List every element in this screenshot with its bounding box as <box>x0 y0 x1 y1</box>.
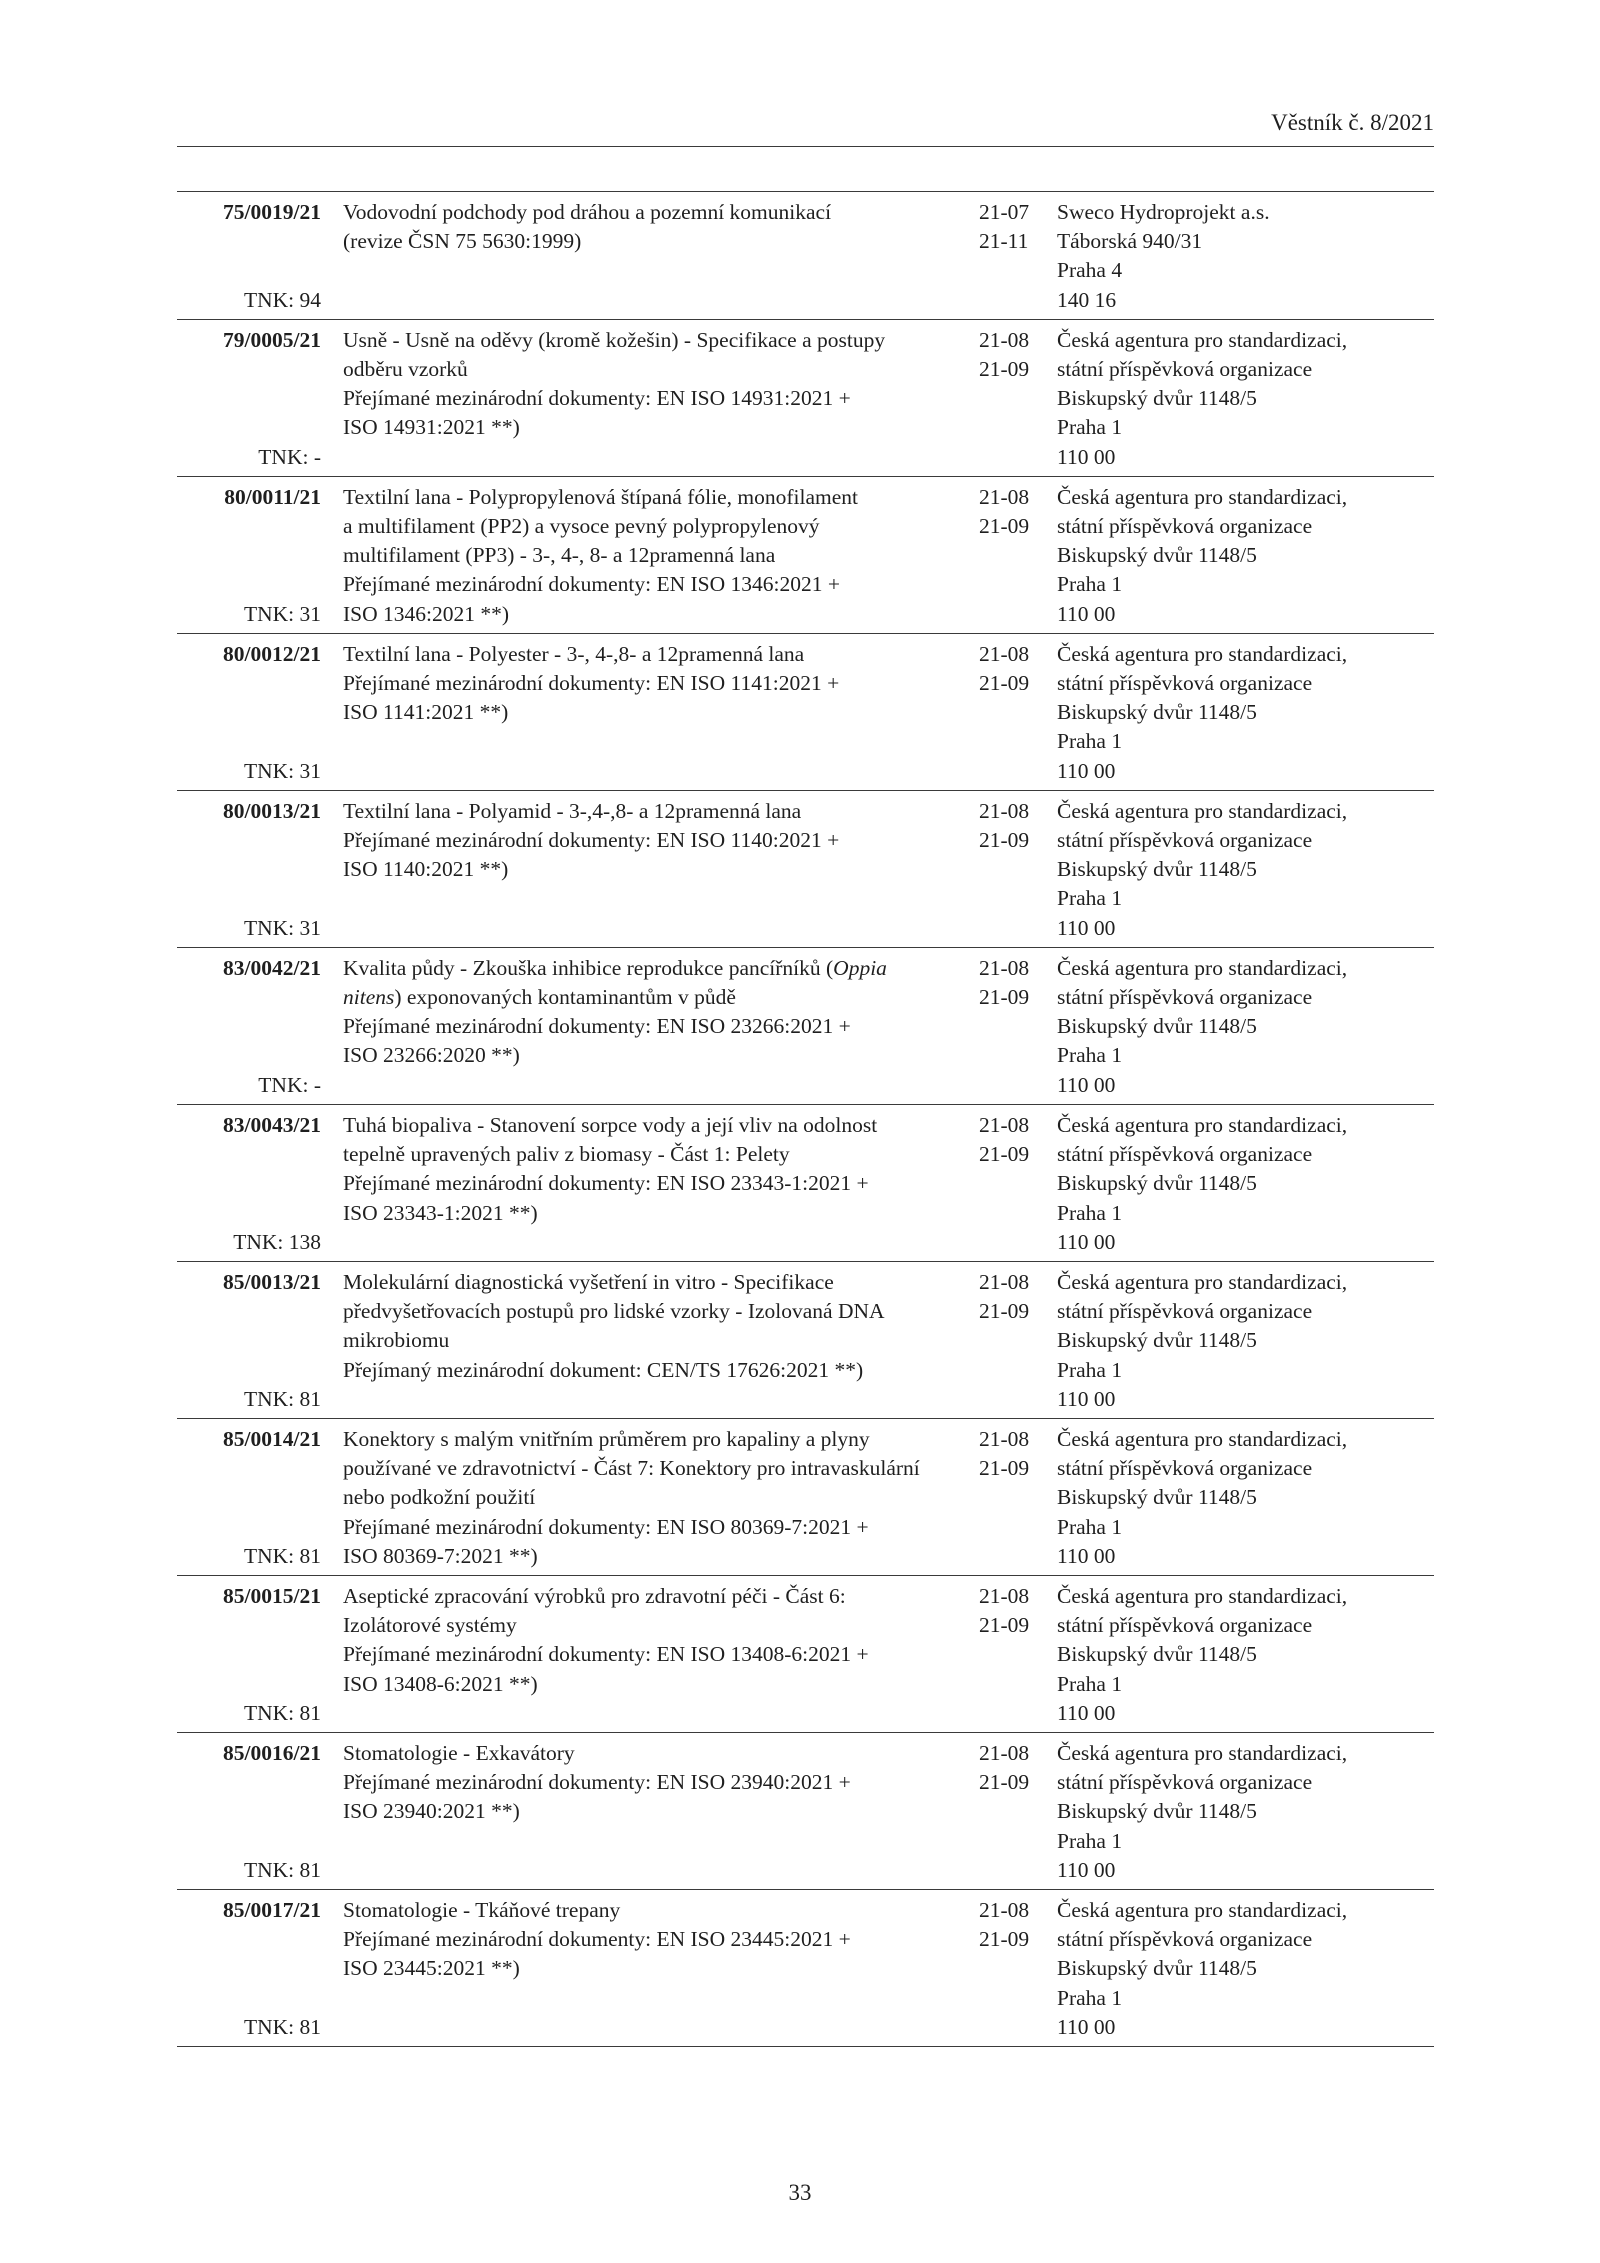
tnk-label: TNK: 81 <box>243 1386 321 1411</box>
tnk-label: TNK: 81 <box>243 2014 321 2039</box>
address-line: státní příspěvková organizace <box>1057 1770 1313 1795</box>
page-header-title: Věstník č. 8/2021 <box>1271 110 1434 135</box>
address-line: Biskupský dvůr 1148/5 <box>1057 1171 1257 1196</box>
date-value: 21-11 <box>979 229 1029 254</box>
address-line: státní příspěvková organizace <box>1057 1927 1313 1952</box>
processor-address-cell <box>1057 198 1434 315</box>
address-line: Biskupský dvůr 1148/5 <box>1057 857 1257 882</box>
tnk-label: TNK: 81 <box>243 1857 321 1882</box>
title-line: Přejímané mezinárodní dokumenty: EN ISO 1141:2021 + <box>343 671 840 696</box>
title-line: a multifilament (PP2) a vysoce pevný polypropylenový <box>343 514 820 539</box>
title-line: nitens) exponovaných kontaminantům v půdě <box>343 985 736 1010</box>
dates-cell <box>963 797 1043 943</box>
date-value: 21-07 <box>979 200 1030 224</box>
row-id-cell <box>177 954 321 1100</box>
dates-cell <box>963 640 1043 786</box>
title-line: ISO 1140:2021 **) <box>343 857 509 882</box>
title-line: mikrobiomu <box>343 1328 450 1353</box>
title-line: ISO 1346:2021 **) <box>343 601 510 626</box>
standard-title-cell <box>343 1111 951 1257</box>
project-number: 85/0015/21 <box>223 1583 321 1608</box>
processor-address-cell <box>1057 1739 1434 1885</box>
title-line: Kvalita půdy - Zkouška inhibice reprodukce pancířníků (Oppia <box>343 955 887 980</box>
processor-address-cell <box>1057 797 1434 943</box>
standard-title-cell <box>343 326 951 472</box>
tnk-label: TNK: - <box>258 444 321 469</box>
table-row <box>177 1576 1434 1733</box>
date-value: 21-08 <box>979 327 1030 352</box>
standard-title-cell <box>343 483 951 629</box>
address-line: 110 00 <box>1057 1857 1116 1882</box>
row-id-cell <box>177 1111 321 1257</box>
address-line: Praha 1 <box>1057 1985 1123 2010</box>
dates-cell <box>963 483 1043 629</box>
date-value: 21-09 <box>979 985 1030 1010</box>
address-line: státní příspěvková organizace <box>1057 1613 1313 1638</box>
address-line: 110 00 <box>1057 1543 1116 1568</box>
title-line: Přejímané mezinárodní dokumenty: EN ISO 1140:2021 + <box>343 828 840 853</box>
dates-cell <box>963 198 1043 315</box>
dates-cell <box>963 1111 1043 1257</box>
address-line: Praha 1 <box>1057 886 1123 911</box>
processor-address-cell <box>1057 483 1434 629</box>
dates-cell <box>963 1268 1043 1414</box>
address-line: Česká agentura pro standardizaci, <box>1057 1269 1348 1294</box>
standard-title-cell <box>343 1425 951 1571</box>
standard-title-cell <box>343 954 951 1100</box>
title-line: ISO 14931:2021 **) <box>343 415 520 440</box>
title-line: multifilament (PP3) - 3-, 4-, 8- a 12pramenná lana <box>343 543 776 568</box>
row-id-cell <box>177 1268 321 1414</box>
tnk-label: TNK: 81 <box>243 1700 321 1725</box>
table-row <box>177 1890 1434 2047</box>
address-line: Táborská 940/31 <box>1057 229 1203 254</box>
title-line: Izolátorové systémy <box>343 1613 517 1638</box>
date-value: 21-09 <box>979 1142 1030 1167</box>
address-line: Česká agentura pro standardizaci, <box>1057 1740 1348 1765</box>
processor-address-cell <box>1057 954 1434 1100</box>
table-row <box>177 192 1434 320</box>
title-line: Přejímané mezinárodní dokumenty: EN ISO 1346:2021 + <box>343 572 840 597</box>
address-line: státní příspěvková organizace <box>1057 1299 1313 1324</box>
date-value: 21-08 <box>979 641 1030 666</box>
dates-cell <box>963 1739 1043 1885</box>
address-line: 110 00 <box>1057 758 1116 783</box>
standards-table <box>177 191 1434 2047</box>
address-line: Praha 1 <box>1057 1043 1123 1068</box>
title-line: Přejímané mezinárodní dokumenty: EN ISO 23445:2021 + <box>343 1927 851 1952</box>
project-number: 85/0013/21 <box>223 1269 321 1294</box>
tnk-label: TNK: 94 <box>243 287 321 312</box>
title-line: ISO 23343-1:2021 **) <box>343 1200 538 1225</box>
address-line: Česká agentura pro standardizaci, <box>1057 641 1348 666</box>
title-line: Přejímaný mezinárodní dokument: CEN/TS 17626:2021 **) <box>343 1357 864 1382</box>
address-line: Biskupský dvůr 1148/5 <box>1057 1328 1257 1353</box>
species-name: nitens <box>343 985 395 1010</box>
title-line: Přejímané mezinárodní dokumenty: EN ISO 23266:2021 + <box>343 1014 851 1039</box>
address-line: Biskupský dvůr 1148/5 <box>1057 1485 1257 1510</box>
date-value: 21-09 <box>979 1770 1030 1795</box>
processor-address-cell <box>1057 326 1434 472</box>
title-line: Tuhá biopaliva - Stanovení sorpce vody a její vliv na odolnost <box>343 1112 878 1137</box>
title-line: ISO 23940:2021 **) <box>343 1799 520 1824</box>
address-line: Praha 4 <box>1057 258 1123 283</box>
date-value: 21-09 <box>979 1927 1030 1952</box>
row-id-cell <box>177 1739 321 1885</box>
title-line: (revize ČSN 75 5630:1999) <box>343 229 582 254</box>
standard-title-cell <box>343 1268 951 1414</box>
processor-address-cell <box>1057 640 1434 786</box>
address-line: Praha 1 <box>1057 1514 1123 1539</box>
title-line: tepelně upravených paliv z biomasy - Část 1: Pelety <box>343 1142 790 1167</box>
standard-title-cell <box>343 198 951 315</box>
table-row <box>177 1419 1434 1576</box>
address-line: Praha 1 <box>1057 1828 1123 1853</box>
title-line: nebo podkožní použití <box>343 1485 536 1510</box>
project-number: 83/0043/21 <box>223 1112 321 1137</box>
date-value: 21-08 <box>979 1740 1030 1765</box>
address-line: Česká agentura pro standardizaci, <box>1057 955 1348 980</box>
standard-title-cell <box>343 1582 951 1728</box>
title-line: Přejímané mezinárodní dokumenty: EN ISO 80369-7:2021 + <box>343 1514 869 1539</box>
row-id-cell <box>177 797 321 943</box>
date-value: 21-09 <box>979 671 1030 696</box>
address-line: Česká agentura pro standardizaci, <box>1057 484 1348 509</box>
address-line: Praha 1 <box>1057 1357 1123 1382</box>
address-line: Česká agentura pro standardizaci, <box>1057 798 1348 823</box>
address-line: 110 00 <box>1057 915 1116 940</box>
address-line: Biskupský dvůr 1148/5 <box>1057 386 1257 411</box>
date-value: 21-09 <box>979 1456 1030 1481</box>
page-number: 33 <box>788 2180 812 2205</box>
address-line: Praha 1 <box>1057 572 1123 597</box>
title-line: ISO 1141:2021 **) <box>343 700 509 725</box>
row-id-cell <box>177 1582 321 1728</box>
title-line: Usně - Usně na oděvy (kromě kožešin) - Specifikace a postupy <box>343 327 886 352</box>
date-value: 21-08 <box>979 1583 1030 1608</box>
dates-cell <box>963 326 1043 472</box>
address-line: státní příspěvková organizace <box>1057 985 1313 1010</box>
project-number: 83/0042/21 <box>223 955 321 980</box>
table-row <box>177 1733 1434 1890</box>
title-line: ISO 13408-6:2021 **) <box>343 1671 538 1696</box>
table-row <box>177 1105 1434 1262</box>
date-value: 21-08 <box>979 1112 1030 1137</box>
title-line: Textilní lana - Polyester - 3-, 4-,8- a 12pramenná lana <box>343 641 805 666</box>
dates-cell <box>963 954 1043 1100</box>
date-value: 21-09 <box>979 1613 1030 1638</box>
address-line: 110 00 <box>1057 601 1116 626</box>
date-value: 21-08 <box>979 1269 1030 1294</box>
title-line: Přejímané mezinárodní dokumenty: EN ISO 14931:2021 + <box>343 386 851 411</box>
address-line: Česká agentura pro standardizaci, <box>1057 1583 1348 1608</box>
title-line: Stomatologie - Tkáňové trepany <box>343 1897 621 1922</box>
address-line: 140 16 <box>1057 287 1117 312</box>
row-id-cell <box>177 640 321 786</box>
standard-title-cell <box>343 797 951 943</box>
title-line: Přejímané mezinárodní dokumenty: EN ISO 13408-6:2021 + <box>343 1642 869 1667</box>
address-line: státní příspěvková organizace <box>1057 671 1313 696</box>
project-number: 85/0016/21 <box>223 1740 321 1765</box>
address-line: Sweco Hydroprojekt a.s. <box>1057 200 1270 224</box>
title-line: ISO 23445:2021 **) <box>343 1956 520 1981</box>
title-line: odběru vzorků <box>343 357 468 382</box>
address-line: 110 00 <box>1057 2014 1116 2039</box>
standard-title-cell <box>343 640 951 786</box>
row-id-cell <box>177 1896 321 2042</box>
header-divider <box>177 146 1434 147</box>
table-row <box>177 634 1434 791</box>
address-line: Praha 1 <box>1057 1671 1123 1696</box>
standard-title-cell <box>343 1896 951 2042</box>
date-value: 21-08 <box>979 484 1030 509</box>
table-row <box>177 791 1434 948</box>
title-line: Konektory s malým vnitřním průměrem pro kapaliny a plyny <box>343 1426 870 1451</box>
address-line: Praha 1 <box>1057 415 1123 440</box>
title-line: předvyšetřovacích postupů pro lidské vzorky - Izolovaná DNA <box>343 1299 885 1324</box>
date-value: 21-09 <box>979 828 1030 853</box>
table-row <box>177 477 1434 634</box>
species-name: Oppia <box>833 955 887 980</box>
title-line: Přejímané mezinárodní dokumenty: EN ISO 23940:2021 + <box>343 1770 851 1795</box>
dates-cell <box>963 1582 1043 1728</box>
address-line: 110 00 <box>1057 444 1116 469</box>
table-row <box>177 948 1434 1105</box>
address-line: státní příspěvková organizace <box>1057 828 1313 853</box>
tnk-label: TNK: - <box>258 1072 321 1097</box>
address-line: Biskupský dvůr 1148/5 <box>1057 1799 1257 1824</box>
address-line: státní příspěvková organizace <box>1057 357 1313 382</box>
date-value: 21-08 <box>979 798 1030 823</box>
address-line: Praha 1 <box>1057 1200 1123 1225</box>
address-line: Biskupský dvůr 1148/5 <box>1057 1014 1257 1039</box>
project-number: 75/0019/21 <box>223 200 321 224</box>
title-line: ISO 80369-7:2021 **) <box>343 1543 538 1568</box>
date-value: 21-09 <box>979 357 1030 382</box>
address-line: 110 00 <box>1057 1229 1116 1254</box>
title-line: Přejímané mezinárodní dokumenty: EN ISO 23343-1:2021 + <box>343 1171 869 1196</box>
project-number: 80/0012/21 <box>223 641 321 666</box>
address-line: Biskupský dvůr 1148/5 <box>1057 543 1257 568</box>
tnk-label: TNK: 31 <box>243 601 321 626</box>
address-line: Praha 1 <box>1057 729 1123 754</box>
address-line: Biskupský dvůr 1148/5 <box>1057 1642 1257 1667</box>
processor-address-cell <box>1057 1268 1434 1414</box>
address-line: 110 00 <box>1057 1386 1116 1411</box>
tnk-label: TNK: 138 <box>233 1229 321 1254</box>
project-number: 80/0011/21 <box>224 484 321 509</box>
dates-cell <box>963 1425 1043 1571</box>
table-row <box>177 1262 1434 1419</box>
address-line: státní příspěvková organizace <box>1057 1142 1313 1167</box>
row-id-cell <box>177 483 321 629</box>
title-line: Molekulární diagnostická vyšetření in vitro - Specifikace <box>343 1269 834 1294</box>
address-line: Biskupský dvůr 1148/5 <box>1057 1956 1257 1981</box>
date-value: 21-09 <box>979 1299 1030 1324</box>
date-value: 21-09 <box>979 514 1030 539</box>
project-number: 85/0017/21 <box>223 1897 321 1922</box>
address-line: státní příspěvková organizace <box>1057 1456 1313 1481</box>
date-value: 21-08 <box>979 1897 1030 1922</box>
address-line: Česká agentura pro standardizaci, <box>1057 1897 1348 1922</box>
row-id-cell <box>177 1425 321 1571</box>
address-line: Česká agentura pro standardizaci, <box>1057 1426 1348 1451</box>
title-line: ISO 23266:2020 **) <box>343 1043 520 1068</box>
title-line: používané ve zdravotnictví - Část 7: Konektory pro intravaskulární <box>343 1456 920 1481</box>
address-line: Česká agentura pro standardizaci, <box>1057 327 1348 352</box>
title-line: Stomatologie - Exkavátory <box>343 1740 575 1765</box>
processor-address-cell <box>1057 1582 1434 1728</box>
address-line: 110 00 <box>1057 1700 1116 1725</box>
row-id-cell <box>177 198 321 315</box>
table-row <box>177 320 1434 477</box>
row-id-cell <box>177 326 321 472</box>
processor-address-cell <box>1057 1425 1434 1571</box>
address-line: Česká agentura pro standardizaci, <box>1057 1112 1348 1137</box>
address-line: Biskupský dvůr 1148/5 <box>1057 700 1257 725</box>
project-number: 85/0014/21 <box>223 1426 321 1451</box>
tnk-label: TNK: 31 <box>243 915 321 940</box>
project-number: 79/0005/21 <box>223 327 321 352</box>
address-line: státní příspěvková organizace <box>1057 514 1313 539</box>
date-value: 21-08 <box>979 1426 1030 1451</box>
address-line: 110 00 <box>1057 1072 1116 1097</box>
processor-address-cell <box>1057 1896 1434 2042</box>
processor-address-cell <box>1057 1111 1434 1257</box>
tnk-label: TNK: 81 <box>243 1543 321 1568</box>
title-line: Textilní lana - Polyamid - 3-,4-,8- a 12pramenná lana <box>343 798 802 823</box>
date-value: 21-08 <box>979 955 1030 980</box>
standard-title-cell <box>343 1739 951 1885</box>
title-line: Textilní lana - Polypropylenová štípaná fólie, monofilament <box>343 484 858 509</box>
tnk-label: TNK: 31 <box>243 758 321 783</box>
dates-cell <box>963 1896 1043 2042</box>
project-number: 80/0013/21 <box>223 798 321 823</box>
title-line: Vodovodní podchody pod dráhou a pozemní komunikací <box>343 200 832 224</box>
title-line: Aseptické zpracování výrobků pro zdravotní péči - Část 6: <box>343 1583 846 1608</box>
